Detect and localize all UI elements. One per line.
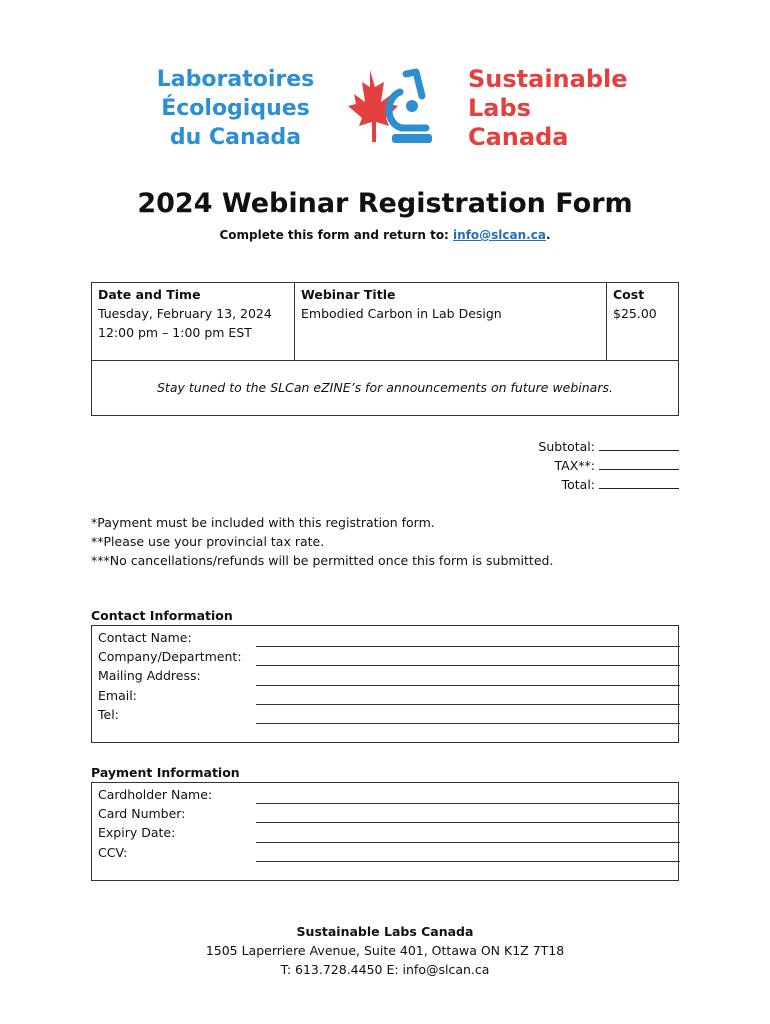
- subtotal-row: [538, 437, 679, 456]
- contact-name-field[interactable]: [256, 646, 680, 647]
- table-row: [92, 283, 678, 361]
- logo-fr-line: Laboratoires: [156, 67, 315, 92]
- email-label: Email:: [98, 688, 137, 703]
- subtotal-field[interactable]: [599, 437, 679, 451]
- logo-en-line: Labs: [468, 94, 531, 122]
- card-number-label: Card Number:: [98, 806, 186, 821]
- footer: [0, 922, 770, 979]
- webinar-date: Tuesday, February 13, 2024: [98, 306, 272, 321]
- mailing-address-label: Mailing Address:: [98, 668, 201, 683]
- column-header-cost: Cost: [613, 287, 645, 302]
- note-line: *Payment must be included with this registration form.: [91, 515, 435, 530]
- subtotal-label: Subtotal:: [538, 439, 595, 454]
- column-header-date: Date and Time: [98, 287, 201, 302]
- webinar-time: 12:00 pm – 1:00 pm EST: [98, 325, 252, 340]
- card-number-field[interactable]: [256, 822, 680, 823]
- date-cell: [92, 283, 295, 360]
- note-line: ***No cancellations/refunds will be permitted once this form is submitted.: [91, 553, 554, 568]
- cardholder-name-field[interactable]: [256, 803, 680, 804]
- contact-form: [91, 625, 679, 743]
- total-row: [538, 475, 679, 494]
- ccv-label: CCV:: [98, 845, 128, 860]
- total-field[interactable]: [599, 475, 679, 489]
- totals-block: [538, 437, 679, 494]
- email-link[interactable]: info@slcan.ca: [453, 228, 546, 242]
- webinar-title: Embodied Carbon in Lab Design: [301, 306, 502, 321]
- tax-field[interactable]: [599, 456, 679, 470]
- logo-fr-line: du Canada: [169, 125, 302, 150]
- webinar-note: Stay tuned to the SLCan eZINE’s for announcements on future webinars.: [157, 380, 613, 395]
- email-field[interactable]: [256, 704, 680, 705]
- page-subtitle: [0, 228, 770, 242]
- subtitle-suffix: .: [545, 228, 551, 242]
- tax-label: TAX**:: [554, 458, 595, 473]
- logo-french-name: [148, 65, 323, 152]
- title-cell: [295, 283, 607, 360]
- header-logo: [0, 60, 770, 155]
- webinar-table: [91, 282, 679, 416]
- total-label: Total:: [561, 477, 595, 492]
- contact-name-label: Contact Name:: [98, 630, 192, 645]
- column-header-title: Webinar Title: [301, 287, 396, 302]
- logo-en-line: Sustainable: [468, 65, 628, 93]
- payment-notes: [91, 513, 553, 570]
- ccv-field[interactable]: [256, 861, 680, 862]
- tel-field[interactable]: [256, 723, 680, 724]
- company-label: Company/Department:: [98, 649, 242, 664]
- company-field[interactable]: [256, 665, 680, 666]
- webinar-cost: $25.00: [613, 306, 657, 321]
- footer-org: Sustainable Labs Canada: [296, 924, 474, 939]
- footer-address: 1505 Laperriere Avenue, Suite 401, Ottawa ON K1Z 7T18: [205, 943, 565, 958]
- subtitle-prefix: Complete this form and return to:: [219, 228, 454, 242]
- expiry-date-field[interactable]: [256, 842, 680, 843]
- logo-english-name: [468, 65, 638, 152]
- tax-row: [538, 456, 679, 475]
- payment-section-title: Payment Information: [91, 765, 240, 780]
- expiry-date-label: Expiry Date:: [98, 825, 176, 840]
- mailing-address-field[interactable]: [256, 685, 680, 686]
- footer-contact: T: 613.728.4450 E: info@slcan.ca: [280, 962, 490, 977]
- note-line: **Please use your provincial tax rate.: [91, 534, 325, 549]
- contact-section-title: Contact Information: [91, 608, 233, 623]
- page-title: 2024 Webinar Registration Form: [137, 188, 633, 219]
- payment-form: [91, 782, 679, 881]
- tel-label: Tel:: [98, 707, 119, 722]
- maple-leaf-microscope-icon: [340, 62, 440, 154]
- logo-en-line: Canada: [468, 123, 569, 151]
- cardholder-name-label: Cardholder Name:: [98, 787, 213, 802]
- cost-cell: [607, 283, 680, 360]
- logo-fr-line: Écologiques: [161, 96, 310, 121]
